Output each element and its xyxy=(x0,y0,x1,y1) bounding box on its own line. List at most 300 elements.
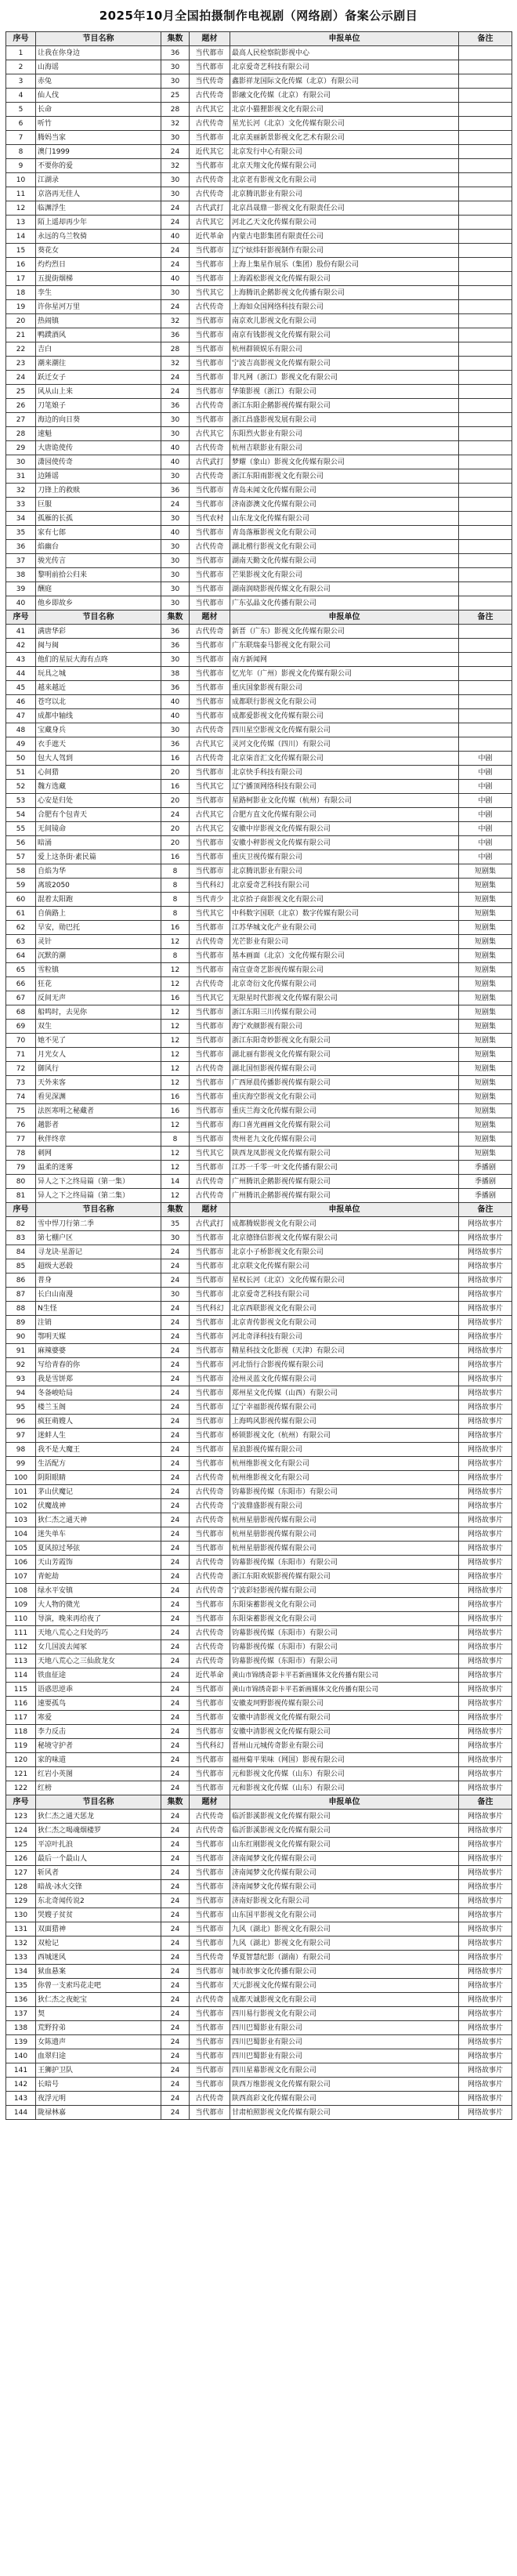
remark-cell: 网络故事片 xyxy=(459,1668,512,1683)
title-cell: 吉白 xyxy=(36,342,161,357)
remark-cell: 网络故事片 xyxy=(459,1838,512,1852)
applicant-cell: 北京美丽新景影视文化艺术有限公司 xyxy=(230,131,459,145)
applicant-cell: 辽宁播顶网络科技有限公司 xyxy=(230,780,459,794)
episodes-cell: 24 xyxy=(161,1527,190,1542)
serial-cell: 34 xyxy=(6,512,36,526)
applicant-cell: 北京德锋信影视文化传媒有限公司 xyxy=(230,1231,459,1245)
serial-cell: 53 xyxy=(6,794,36,808)
applicant-cell: 钧幕影视传媒（东阳市）有限公司 xyxy=(230,1626,459,1640)
applicant-cell: 元和影视文化传媒（山东）有限公司 xyxy=(230,1767,459,1781)
remark-cell: 短剧集 xyxy=(459,1076,512,1090)
episodes-cell: 14 xyxy=(161,1175,190,1189)
table-row xyxy=(6,258,512,272)
applicant-cell: 天元影视文化传媒有限公司 xyxy=(230,1979,459,1993)
title-cell: 混着太阳跑 xyxy=(36,893,161,907)
applicant-cell: 陕西龙凤影视文化传媒有限公司 xyxy=(230,1147,459,1161)
remark-cell xyxy=(459,173,512,187)
genre-cell: 当代都市 xyxy=(190,1852,230,1866)
episodes-cell: 36 xyxy=(161,681,190,695)
remark-cell: 网络故事片 xyxy=(459,1979,512,1993)
genre-cell: 当代都市 xyxy=(190,1034,230,1048)
title-cell: 东北奇闻传说2 xyxy=(36,1894,161,1908)
genre-cell: 当代都市 xyxy=(190,1612,230,1626)
genre-cell: 古代传奇 xyxy=(190,1471,230,1485)
table-row xyxy=(6,1005,512,1020)
remark-cell: 网络故事片 xyxy=(459,1400,512,1415)
applicant-cell: 陕西高彩文化传媒有限公司 xyxy=(230,2092,459,2106)
serial-cell: 105 xyxy=(6,1542,36,1556)
table-row xyxy=(6,498,512,512)
column-header: 申报单位 xyxy=(230,1203,459,1217)
table-row xyxy=(6,1824,512,1838)
applicant-cell: 湖北楷行影视文化有限公司 xyxy=(230,540,459,554)
remark-cell xyxy=(459,455,512,469)
applicant-cell: 黄山市锦绣奇影卡平若新画媒体文化传播有限公司 xyxy=(230,1683,459,1697)
remark-cell: 短剧集 xyxy=(459,893,512,907)
remark-cell: 网络故事片 xyxy=(459,1767,512,1781)
serial-cell: 96 xyxy=(6,1415,36,1429)
applicant-cell: 山东红刚影视文化传媒有限公司 xyxy=(230,1838,459,1852)
remark-cell: 短剧集 xyxy=(459,1020,512,1034)
table-row xyxy=(6,1189,512,1203)
serial-cell: 89 xyxy=(6,1316,36,1330)
episodes-cell: 24 xyxy=(161,1894,190,1908)
applicant-cell: 影融文化传媒（北京）有限公司 xyxy=(230,89,459,103)
remark-cell xyxy=(459,484,512,498)
serial-cell: 99 xyxy=(6,1457,36,1471)
genre-cell: 古代其它 xyxy=(190,216,230,230)
title-cell: 家的味道 xyxy=(36,1753,161,1767)
title-cell: 他乡即故乡 xyxy=(36,596,161,610)
serial-cell: 35 xyxy=(6,526,36,540)
header-row xyxy=(6,32,512,46)
genre-cell: 古代其它 xyxy=(190,808,230,822)
genre-cell: 当代都市 xyxy=(190,498,230,512)
table-row xyxy=(6,1556,512,1570)
title-cell: 荒野狩弟 xyxy=(36,2021,161,2035)
table-row xyxy=(6,921,512,935)
episodes-cell: 24 xyxy=(161,1880,190,1894)
genre-cell: 古代传奇 xyxy=(190,1993,230,2007)
title-cell: 满唐华彩 xyxy=(36,625,161,639)
genre-cell: 当代都市 xyxy=(190,244,230,258)
serial-cell: 10 xyxy=(6,173,36,187)
serial-cell: 61 xyxy=(6,907,36,921)
applicant-cell: 山东国平影视文化有限公司 xyxy=(230,1908,459,1922)
applicant-cell: 宁波彩轻影视传媒有限公司 xyxy=(230,1584,459,1598)
title-cell: 酬庭 xyxy=(36,582,161,596)
title-cell: 骏光传言 xyxy=(36,554,161,568)
episodes-cell: 24 xyxy=(161,1330,190,1344)
remark-cell: 网络故事片 xyxy=(459,1302,512,1316)
title-cell: 平凉叶扎浪 xyxy=(36,1838,161,1852)
applicant-cell: 贵州老九文化传媒有限公司 xyxy=(230,1132,459,1147)
remark-cell: 网络故事片 xyxy=(459,1274,512,1288)
title-cell: 风从山上来 xyxy=(36,385,161,399)
serial-cell: 73 xyxy=(6,1076,36,1090)
episodes-cell: 12 xyxy=(161,1161,190,1175)
applicant-cell: 四川易行影视文化有限公司 xyxy=(230,2007,459,2021)
episodes-cell: 40 xyxy=(161,272,190,286)
applicant-cell: 东阳烈火影业有限公司 xyxy=(230,427,459,441)
remark-cell xyxy=(459,568,512,582)
episodes-cell: 40 xyxy=(161,441,190,455)
title-cell: 衣手遮天 xyxy=(36,737,161,752)
table-row xyxy=(6,371,512,385)
title-cell: 合肥有个包青天 xyxy=(36,808,161,822)
episodes-cell: 12 xyxy=(161,1189,190,1203)
applicant-cell: 北京小子桥影视文化有限公司 xyxy=(230,1245,459,1259)
episodes-cell: 24 xyxy=(161,1951,190,1965)
title-cell: 迷失单车 xyxy=(36,1527,161,1542)
title-cell: 我是雪饼郑 xyxy=(36,1372,161,1386)
title-cell: 铁血征途 xyxy=(36,1668,161,1683)
applicant-cell: 钧幕影视传媒（东阳市）有限公司 xyxy=(230,1556,459,1570)
serial-cell: 107 xyxy=(6,1570,36,1584)
remark-cell: 短剧集 xyxy=(459,921,512,935)
applicant-cell: 华策影视（浙江）有限公司 xyxy=(230,385,459,399)
serial-cell: 102 xyxy=(6,1499,36,1513)
applicant-cell: 济南好影视文化有限公司 xyxy=(230,1894,459,1908)
table-row xyxy=(6,695,512,709)
serial-cell: 90 xyxy=(6,1330,36,1344)
serial-cell: 104 xyxy=(6,1527,36,1542)
applicant-cell: 星光长河（北京）文化传媒有限公司 xyxy=(230,117,459,131)
applicant-cell: 北京爱奇艺科技有限公司 xyxy=(230,879,459,893)
applicant-cell: 临沂影溪影视文化传媒有限公司 xyxy=(230,1824,459,1838)
serial-cell: 19 xyxy=(6,300,36,314)
applicant-cell: 临沂影溪影视文化传媒有限公司 xyxy=(230,1810,459,1824)
applicant-cell: 九风（湖北）影视文化有限公司 xyxy=(230,1922,459,1937)
episodes-cell: 24 xyxy=(161,1697,190,1711)
genre-cell: 当代都市 xyxy=(190,1429,230,1443)
episodes-cell: 24 xyxy=(161,1866,190,1880)
title-cell: 孪生 xyxy=(36,286,161,300)
episodes-cell: 24 xyxy=(161,1852,190,1866)
table-row xyxy=(6,794,512,808)
applicant-cell: 杭州维影视文化有限公司 xyxy=(230,1457,459,1471)
table-row xyxy=(6,1118,512,1132)
applicant-cell: 非凡网（浙江）影视文化有限公司 xyxy=(230,371,459,385)
table-row xyxy=(6,89,512,103)
table-row xyxy=(6,272,512,286)
applicant-cell: 成都爱影视文化传媒有限公司 xyxy=(230,709,459,723)
title-cell: 黎明前拾公归来 xyxy=(36,568,161,582)
remark-cell: 网络故事片 xyxy=(459,2078,512,2092)
applicant-cell: 无限星时代影视文化传媒有限公司 xyxy=(230,991,459,1005)
episodes-cell: 8 xyxy=(161,907,190,921)
remark-cell xyxy=(459,60,512,74)
table-row xyxy=(6,1922,512,1937)
genre-cell: 当代青少 xyxy=(190,893,230,907)
table-row xyxy=(6,1358,512,1372)
table-row xyxy=(6,709,512,723)
remark-cell: 短剧集 xyxy=(459,1118,512,1132)
episodes-cell: 25 xyxy=(161,89,190,103)
genre-cell: 当代都市 xyxy=(190,1443,230,1457)
table-row xyxy=(6,596,512,610)
serial-cell: 95 xyxy=(6,1400,36,1415)
title-cell: 趟影者 xyxy=(36,1118,161,1132)
genre-cell: 古代传奇 xyxy=(190,1556,230,1570)
column-header: 申报单位 xyxy=(230,610,459,625)
table-row xyxy=(6,1810,512,1824)
applicant-cell: 安徽中清影视文化传媒有限公司 xyxy=(230,1711,459,1725)
table-row xyxy=(6,286,512,300)
episodes-cell: 30 xyxy=(161,173,190,187)
episodes-cell: 24 xyxy=(161,1993,190,2007)
serial-cell: 2 xyxy=(6,60,36,74)
table-row xyxy=(6,1739,512,1753)
table-row xyxy=(6,1104,512,1118)
genre-cell: 古代传奇 xyxy=(190,300,230,314)
serial-cell: 12 xyxy=(6,201,36,216)
episodes-cell: 30 xyxy=(161,60,190,74)
table-row xyxy=(6,1259,512,1274)
episodes-cell: 30 xyxy=(161,596,190,610)
title-cell: 你曾一支索玛花走吧 xyxy=(36,1979,161,1993)
genre-cell: 当代都市 xyxy=(190,1415,230,1429)
genre-cell: 当代其它 xyxy=(190,286,230,300)
genre-cell: 古代传奇 xyxy=(190,935,230,949)
serial-cell: 62 xyxy=(6,921,36,935)
genre-cell: 古代武打 xyxy=(190,201,230,216)
remark-cell xyxy=(459,653,512,667)
column-header: 备注 xyxy=(459,32,512,46)
episodes-cell: 30 xyxy=(161,1231,190,1245)
episodes-cell: 24 xyxy=(161,1429,190,1443)
table-row xyxy=(6,1838,512,1852)
remark-cell: 网络故事片 xyxy=(459,1852,512,1866)
serial-cell: 83 xyxy=(6,1231,36,1245)
episodes-cell: 24 xyxy=(161,385,190,399)
serial-cell: 108 xyxy=(6,1584,36,1598)
episodes-cell: 8 xyxy=(161,864,190,879)
table-row xyxy=(6,512,512,526)
serial-cell: 31 xyxy=(6,469,36,484)
genre-cell: 当代都市 xyxy=(190,1048,230,1062)
episodes-cell: 12 xyxy=(161,935,190,949)
column-header: 序号 xyxy=(6,610,36,625)
column-header: 集数 xyxy=(161,1795,190,1810)
table-row xyxy=(6,949,512,963)
title-cell: 爱上这条街·素民篇 xyxy=(36,850,161,864)
title-cell: 腾妈当家 xyxy=(36,131,161,145)
table-row xyxy=(6,1457,512,1471)
table-row xyxy=(6,1937,512,1951)
genre-cell: 当代都市 xyxy=(190,1090,230,1104)
genre-cell: 古代传奇 xyxy=(190,1654,230,1668)
episodes-cell: 24 xyxy=(161,1654,190,1668)
table-row xyxy=(6,1429,512,1443)
applicant-cell: 东阳柒蓄影视文化有限公司 xyxy=(230,1598,459,1612)
serial-cell: 33 xyxy=(6,498,36,512)
remark-cell xyxy=(459,286,512,300)
remark-cell: 短剧集 xyxy=(459,977,512,991)
column-header: 题材 xyxy=(190,610,230,625)
remark-cell: 网络故事片 xyxy=(459,1993,512,2007)
serial-cell: 75 xyxy=(6,1104,36,1118)
table-row xyxy=(6,935,512,949)
table-row xyxy=(6,1400,512,1415)
header-row xyxy=(6,1203,512,1217)
applicant-cell: 江苏华城文化产业有限公司 xyxy=(230,921,459,935)
table-row xyxy=(6,230,512,244)
title-cell: 疯狂萌嫂人 xyxy=(36,1415,161,1429)
serial-cell: 68 xyxy=(6,1005,36,1020)
serial-cell: 136 xyxy=(6,1993,36,2007)
genre-cell: 当代都市 xyxy=(190,1965,230,1979)
genre-cell: 当代都市 xyxy=(190,1683,230,1697)
remark-cell: 网络故事片 xyxy=(459,1697,512,1711)
episodes-cell: 24 xyxy=(161,145,190,159)
genre-cell: 当代都市 xyxy=(190,836,230,850)
serial-cell: 121 xyxy=(6,1767,36,1781)
remark-cell: 网络故事片 xyxy=(459,1612,512,1626)
remark-cell xyxy=(459,709,512,723)
column-header: 备注 xyxy=(459,1795,512,1810)
remark-cell xyxy=(459,737,512,752)
applicant-cell: 安徽中清影视文化传媒有限公司 xyxy=(230,1725,459,1739)
table-row xyxy=(6,2049,512,2063)
applicant-cell: 四川巴蜀影业有限公司 xyxy=(230,2049,459,2063)
serial-cell: 92 xyxy=(6,1358,36,1372)
serial-cell: 109 xyxy=(6,1598,36,1612)
episodes-cell: 30 xyxy=(161,74,190,89)
table-row xyxy=(6,822,512,836)
genre-cell: 当代都市 xyxy=(190,1076,230,1090)
remark-cell xyxy=(459,74,512,89)
table-row xyxy=(6,385,512,399)
applicant-cell: 北京天翔文化传媒有限公司 xyxy=(230,159,459,173)
remark-cell: 网络故事片 xyxy=(459,1922,512,1937)
genre-cell: 当代都市 xyxy=(190,1979,230,1993)
table-row xyxy=(6,963,512,977)
serial-cell: 106 xyxy=(6,1556,36,1570)
episodes-cell: 24 xyxy=(161,244,190,258)
remark-cell xyxy=(459,89,512,103)
title-cell: 澳门1999 xyxy=(36,145,161,159)
table-row xyxy=(6,1880,512,1894)
serial-cell: 115 xyxy=(6,1683,36,1697)
genre-cell: 当代都市 xyxy=(190,1005,230,1020)
serial-cell: 28 xyxy=(6,427,36,441)
applicant-cell: 钧幕影视传媒（东阳市）有限公司 xyxy=(230,1640,459,1654)
genre-cell: 古代传奇 xyxy=(190,1810,230,1824)
title-cell: 赤兔 xyxy=(36,74,161,89)
title-cell: 麻辣婆婆 xyxy=(36,1344,161,1358)
table-row xyxy=(6,1302,512,1316)
table-row xyxy=(6,780,512,794)
serial-cell: 43 xyxy=(6,653,36,667)
applicant-cell: 北京青传影视文化有限公司 xyxy=(230,1316,459,1330)
episodes-cell: 12 xyxy=(161,977,190,991)
genre-cell: 当代都市 xyxy=(190,526,230,540)
table-row xyxy=(6,173,512,187)
serial-cell: 86 xyxy=(6,1274,36,1288)
genre-cell: 当代都市 xyxy=(190,653,230,667)
serial-cell: 56 xyxy=(6,836,36,850)
episodes-cell: 24 xyxy=(161,1781,190,1795)
serial-cell: 103 xyxy=(6,1513,36,1527)
table-row xyxy=(6,1965,512,1979)
serial-cell: 50 xyxy=(6,752,36,766)
title-cell: 孤雁的长孤 xyxy=(36,512,161,526)
title-cell: 刺网 xyxy=(36,1147,161,1161)
serial-cell: 5 xyxy=(6,103,36,117)
genre-cell: 古代传奇 xyxy=(190,2092,230,2106)
episodes-cell: 24 xyxy=(161,1668,190,1683)
remark-cell: 短剧集 xyxy=(459,864,512,879)
genre-cell: 当代都市 xyxy=(190,46,230,60)
episodes-cell: 30 xyxy=(161,286,190,300)
table-row xyxy=(6,216,512,230)
remark-cell: 网络故事片 xyxy=(459,1316,512,1330)
applicant-cell: 北京发行中心有限公司 xyxy=(230,145,459,159)
serial-cell: 119 xyxy=(6,1739,36,1753)
applicant-cell: 河北悟行合影视传媒有限公司 xyxy=(230,1358,459,1372)
title-cell: 导演，晚来再给夜了 xyxy=(36,1612,161,1626)
remark-cell: 网络故事片 xyxy=(459,1386,512,1400)
genre-cell: 当代都市 xyxy=(190,582,230,596)
serial-cell: 87 xyxy=(6,1288,36,1302)
table-row xyxy=(6,1993,512,2007)
table-row xyxy=(6,1527,512,1542)
episodes-cell: 35 xyxy=(161,1217,190,1231)
column-header: 备注 xyxy=(459,610,512,625)
serial-cell: 144 xyxy=(6,2106,36,2120)
applicant-cell: 北京奇衍文化传媒有限公司 xyxy=(230,977,459,991)
genre-cell: 古代传奇 xyxy=(190,625,230,639)
episodes-cell: 24 xyxy=(161,1979,190,1993)
serial-cell: 17 xyxy=(6,272,36,286)
table-row xyxy=(6,1217,512,1231)
table-row xyxy=(6,484,512,498)
episodes-cell: 24 xyxy=(161,1344,190,1358)
serial-cell: 142 xyxy=(6,2078,36,2092)
title-cell: 狄仁杰之夜蛇宝 xyxy=(36,1993,161,2007)
applicant-cell: 黄山市锦绣奇影卡平若新画媒体文化传播有限公司 xyxy=(230,1668,459,1683)
remark-cell: 网络故事片 xyxy=(459,1711,512,1725)
remark-cell xyxy=(459,371,512,385)
episodes-cell: 24 xyxy=(161,808,190,822)
remark-cell: 网络故事片 xyxy=(459,1570,512,1584)
episodes-cell: 24 xyxy=(161,1556,190,1570)
title-cell: N生怪 xyxy=(36,1302,161,1316)
genre-cell: 当代都市 xyxy=(190,639,230,653)
remark-cell: 网络故事片 xyxy=(459,1951,512,1965)
episodes-cell: 24 xyxy=(161,1471,190,1485)
episodes-cell: 16 xyxy=(161,780,190,794)
applicant-cell: 重庆卫视传媒有限公司 xyxy=(230,850,459,864)
serial-cell: 27 xyxy=(6,413,36,427)
genre-cell: 当代都市 xyxy=(190,272,230,286)
genre-cell: 当代都市 xyxy=(190,1132,230,1147)
episodes-cell: 24 xyxy=(161,1457,190,1471)
applicant-cell: 灵河文化传媒（四川）有限公司 xyxy=(230,737,459,752)
episodes-cell: 24 xyxy=(161,1513,190,1527)
table-row xyxy=(6,639,512,653)
table-row xyxy=(6,1598,512,1612)
remark-cell xyxy=(459,441,512,455)
remark-cell: 网络故事片 xyxy=(459,1457,512,1471)
genre-cell: 近代革命 xyxy=(190,1668,230,1683)
remark-cell: 短剧集 xyxy=(459,949,512,963)
title-cell: 血翠归途 xyxy=(36,2049,161,2063)
title-cell: 语惑思逆乖 xyxy=(36,1683,161,1697)
title-cell: 茅山伏魔记 xyxy=(36,1485,161,1499)
genre-cell: 当代都市 xyxy=(190,864,230,879)
